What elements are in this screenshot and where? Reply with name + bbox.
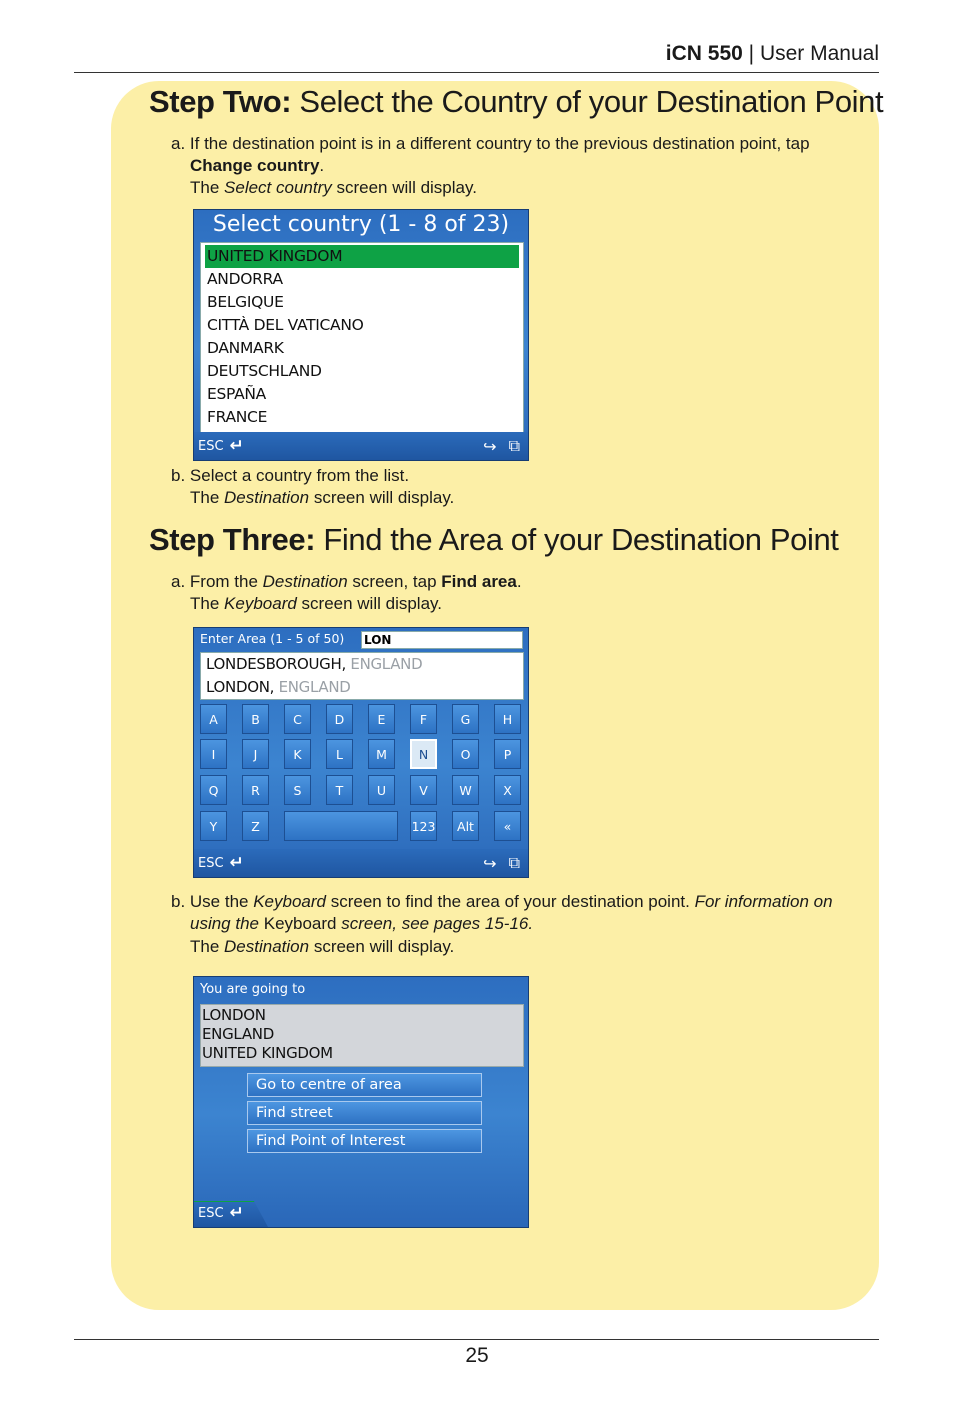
dest-line: LONDON [202,1006,266,1024]
product-name: iCN 550 [665,42,743,65]
key-b[interactable]: B [242,704,269,734]
running-header: iCN 550 | User Manual [665,42,879,65]
step-three-b-line2: using the Keyboard screen, see pages 15-16. [190,914,534,933]
step-two-a-line3: The Select country screen will display. [190,178,477,197]
key-backspace[interactable]: « [494,811,521,841]
key-e[interactable]: E [368,704,395,734]
footer-rule [74,1339,879,1340]
key-v[interactable]: V [410,775,437,805]
destination-screen [193,976,529,1228]
going-to-label: You are going to [200,982,306,997]
right-buttons [483,853,520,873]
step-two-a-line1: a. If the destination point is in a different country to the previous destination point, tap [171,134,810,153]
country-item[interactable]: ANDORRA [207,270,283,288]
key-123[interactable]: 123 [410,811,437,841]
step-three-heading: Step Three: Find the Area of your Destination Point [149,522,839,557]
dest-line: UNITED KINGDOM [202,1044,333,1062]
key-x[interactable]: X [494,775,521,805]
step-three-a-line2: The Keyboard screen will display. [190,594,442,613]
bottom-bar [194,849,528,877]
key-t[interactable]: T [326,775,353,805]
key-n[interactable]: N [410,739,437,769]
step-three-a-line1: a. From the Destination screen, tap Find area. [171,572,522,591]
bottom-bar [194,432,528,460]
key-o[interactable]: O [452,739,479,769]
result-item[interactable]: LONDON, ENGLAND [206,678,351,696]
esc-button[interactable]: ESC ↵ [198,853,244,873]
key-h[interactable]: H [494,704,521,734]
area-label: Enter Area (1 - 5 of 50) [200,631,345,646]
country-item[interactable]: FRANCE [207,408,268,426]
esc-button[interactable]: ESC ↵ [198,436,244,456]
key-u[interactable]: U [368,775,395,805]
copy-pages-icon[interactable]: ⧉ [508,436,520,455]
country-item[interactable]: UNITED KINGDOM [205,245,519,268]
key-f[interactable]: F [410,704,437,734]
key-p[interactable]: P [494,739,521,769]
turn-arrow-icon[interactable]: ↪ [483,436,497,456]
step-two-heading: Step Two: Select the Country of your Destination Point [149,84,884,119]
key-m[interactable]: M [368,739,395,769]
area-search-input[interactable]: LON [361,631,523,649]
key-c[interactable]: C [284,704,311,734]
find-street-button[interactable]: Find street [247,1101,482,1125]
doc-title: User Manual [759,42,879,65]
country-item[interactable]: DEUTSCHLAND [207,362,322,380]
country-item[interactable]: BELGIQUE [207,293,284,311]
key-j[interactable]: J [242,739,269,769]
return-arrow-icon: ↵ [229,853,244,873]
select-country-screen [193,209,529,461]
return-arrow-icon: ↵ [229,1203,244,1223]
find-poi-button[interactable]: Find Point of Interest [247,1129,482,1153]
country-item[interactable]: ESPAÑA [207,385,266,403]
key-l[interactable]: L [326,739,353,769]
keyboard-screen [193,627,529,878]
step-two-a-line2: Change country. [190,156,325,175]
step-two-b-line1: b. Select a country from the list. [171,466,410,485]
destination-box [200,1004,524,1067]
key-d[interactable]: D [326,704,353,734]
country-list [200,242,524,434]
space-key[interactable] [284,811,398,841]
result-item[interactable]: LONDESBOROUGH, ENGLAND [206,655,423,673]
key-k[interactable]: K [284,739,311,769]
esc-button[interactable]: ESC ↵ [198,1203,244,1223]
step-two-b-line2: The Destination screen will display. [190,488,455,507]
step-three-b-line1: b. Use the Keyboard screen to find the area of your destination point. For information on [171,892,833,911]
page-number: 25 [465,1344,489,1367]
turn-arrow-icon[interactable]: ↪ [483,853,497,873]
key-s[interactable]: S [284,775,311,805]
area-results-list [200,652,524,700]
key-g[interactable]: G [452,704,479,734]
key-r[interactable]: R [242,775,269,805]
copy-pages-icon[interactable]: ⧉ [508,853,520,872]
return-arrow-icon: ↵ [229,436,244,456]
key-alt[interactable]: Alt [452,811,479,841]
header-rule [74,72,879,73]
key-q[interactable]: Q [200,775,227,805]
key-i[interactable]: I [200,739,227,769]
country-item[interactable]: CITTÀ DEL VATICANO [207,316,364,334]
go-to-centre-button[interactable]: Go to centre of area [247,1073,482,1097]
country-item[interactable]: DANMARK [207,339,284,357]
dest-line: ENGLAND [202,1025,274,1043]
right-buttons [483,436,520,456]
key-a[interactable]: A [200,704,227,734]
key-w[interactable]: W [452,775,479,805]
screen-title: Select country (1 - 8 of 23) [212,212,510,237]
step-three-b-line3: The Destination screen will display. [190,937,455,956]
key-y[interactable]: Y [200,811,227,841]
key-z[interactable]: Z [242,811,269,841]
